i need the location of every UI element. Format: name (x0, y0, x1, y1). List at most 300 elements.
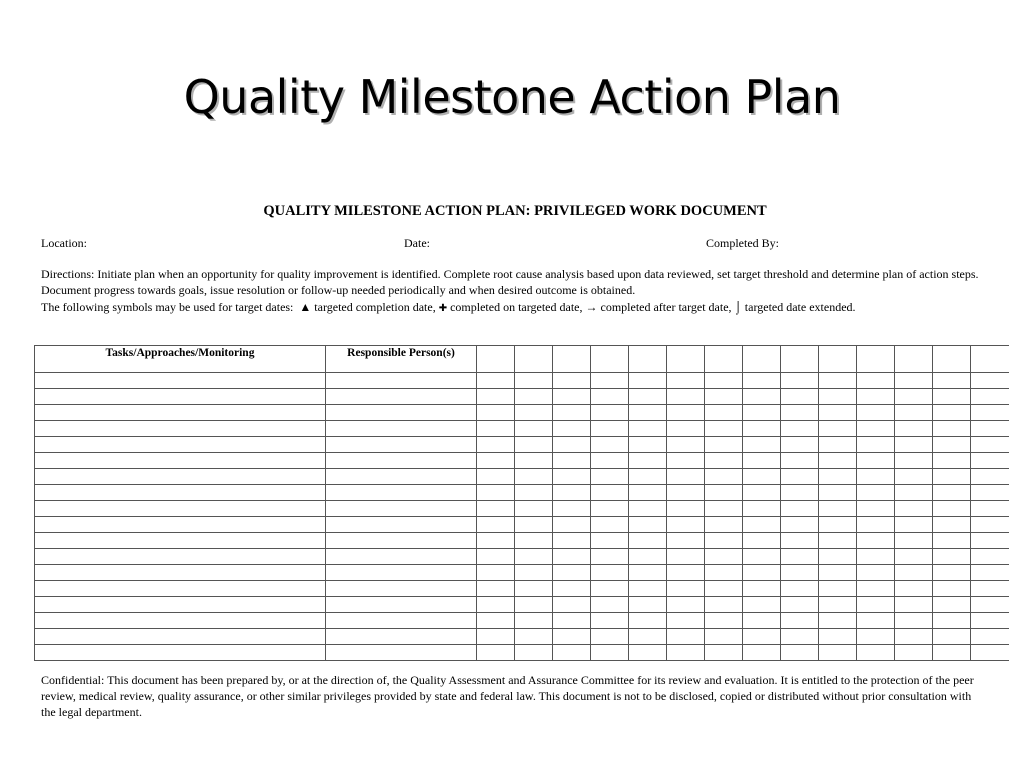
table-row (35, 597, 1009, 613)
date-cell[interactable] (971, 549, 1009, 565)
date-cell[interactable] (819, 629, 857, 645)
date-cell[interactable] (553, 645, 591, 661)
date-cell[interactable] (895, 501, 933, 517)
date-cell[interactable] (933, 485, 971, 501)
date-cell[interactable] (629, 549, 667, 565)
date-cell[interactable] (629, 389, 667, 405)
date-cell[interactable] (933, 645, 971, 661)
date-cell[interactable] (895, 613, 933, 629)
date-cell[interactable] (667, 565, 705, 581)
date-cell[interactable] (743, 645, 781, 661)
date-cell[interactable] (515, 597, 553, 613)
date-cell[interactable] (477, 453, 515, 469)
date-cell[interactable] (819, 549, 857, 565)
date-cell[interactable] (857, 421, 895, 437)
task-cell[interactable] (35, 565, 326, 581)
date-cell[interactable] (743, 373, 781, 389)
date-cell[interactable] (667, 533, 705, 549)
date-cell[interactable] (591, 405, 629, 421)
date-cell[interactable] (933, 517, 971, 533)
date-cell[interactable] (971, 533, 1009, 549)
responsible-cell[interactable] (326, 533, 477, 549)
date-cell[interactable] (515, 485, 553, 501)
date-cell[interactable] (781, 645, 819, 661)
task-cell[interactable] (35, 469, 326, 485)
date-cell[interactable] (515, 421, 553, 437)
date-cell[interactable] (477, 469, 515, 485)
date-cell[interactable] (933, 437, 971, 453)
date-cell[interactable] (857, 373, 895, 389)
date-cell[interactable] (477, 565, 515, 581)
date-cell[interactable] (857, 485, 895, 501)
date-cell[interactable] (933, 533, 971, 549)
date-cell[interactable] (591, 597, 629, 613)
date-cell[interactable] (591, 581, 629, 597)
date-cell[interactable] (857, 549, 895, 565)
date-cell[interactable] (819, 469, 857, 485)
date-cell[interactable] (819, 517, 857, 533)
task-cell[interactable] (35, 645, 326, 661)
date-cell[interactable] (553, 533, 591, 549)
extend-text: targeted date extended. (744, 300, 856, 314)
table-row (35, 549, 1009, 565)
task-cell[interactable] (35, 453, 326, 469)
date-cell[interactable] (705, 469, 743, 485)
date-cell[interactable] (743, 597, 781, 613)
date-cell[interactable] (629, 629, 667, 645)
date-cell[interactable] (591, 501, 629, 517)
date-cell[interactable] (591, 469, 629, 485)
date-cell[interactable] (857, 437, 895, 453)
date-cell[interactable] (895, 389, 933, 405)
date-cell[interactable] (629, 469, 667, 485)
date-cell[interactable] (895, 533, 933, 549)
date-cell[interactable] (591, 485, 629, 501)
date-cell[interactable] (781, 549, 819, 565)
date-cell[interactable] (515, 453, 553, 469)
task-cell[interactable] (35, 501, 326, 517)
date-cell[interactable] (553, 629, 591, 645)
date-cell[interactable] (477, 645, 515, 661)
date-cell[interactable] (857, 597, 895, 613)
date-cell[interactable] (819, 597, 857, 613)
date-cell[interactable] (553, 581, 591, 597)
location-label: Location: (41, 236, 87, 250)
date-cell[interactable] (781, 437, 819, 453)
responsible-cell[interactable] (326, 549, 477, 565)
date-cell[interactable] (705, 373, 743, 389)
date-cell[interactable] (705, 613, 743, 629)
date-cell[interactable] (515, 405, 553, 421)
date-cell[interactable] (819, 645, 857, 661)
date-cell[interactable] (895, 517, 933, 533)
date-cell[interactable] (705, 597, 743, 613)
date-cell[interactable] (971, 485, 1009, 501)
date-cell[interactable] (667, 373, 705, 389)
date-cell[interactable] (705, 517, 743, 533)
date-cell[interactable] (819, 373, 857, 389)
date-cell[interactable] (515, 389, 553, 405)
date-cell[interactable] (933, 581, 971, 597)
date-cell[interactable] (933, 629, 971, 645)
task-cell[interactable] (35, 517, 326, 533)
date-cell[interactable] (705, 549, 743, 565)
date-cell[interactable] (477, 629, 515, 645)
date-cell[interactable] (705, 501, 743, 517)
date-cell[interactable] (705, 437, 743, 453)
date-cell[interactable] (667, 421, 705, 437)
date-cell[interactable] (819, 581, 857, 597)
date-cell[interactable] (895, 565, 933, 581)
date-cell[interactable] (591, 533, 629, 549)
date-cell[interactable] (781, 421, 819, 437)
date-cell[interactable] (743, 629, 781, 645)
task-cell[interactable] (35, 421, 326, 437)
date-cell[interactable] (933, 565, 971, 581)
date-cell[interactable] (553, 453, 591, 469)
date-cell[interactable] (667, 581, 705, 597)
date-cell[interactable] (895, 453, 933, 469)
date-cell[interactable] (477, 613, 515, 629)
date-cell[interactable] (477, 517, 515, 533)
date-cell[interactable] (971, 517, 1009, 533)
responsible-cell[interactable] (326, 501, 477, 517)
date-cell[interactable] (743, 501, 781, 517)
date-cell[interactable] (629, 565, 667, 581)
task-cell[interactable] (35, 597, 326, 613)
date-cell[interactable] (819, 405, 857, 421)
date-cell[interactable] (743, 469, 781, 485)
date-cell[interactable] (477, 389, 515, 405)
responsible-cell[interactable] (326, 469, 477, 485)
date-cell[interactable] (895, 437, 933, 453)
date-cell[interactable] (895, 645, 933, 661)
responsible-cell[interactable] (326, 389, 477, 405)
responsible-cell[interactable] (326, 453, 477, 469)
date-cell[interactable] (819, 565, 857, 581)
task-cell[interactable] (35, 613, 326, 629)
date-cell[interactable] (515, 613, 553, 629)
date-cell[interactable] (667, 405, 705, 421)
responsible-cell[interactable] (326, 405, 477, 421)
date-cell[interactable] (971, 405, 1009, 421)
date-cell[interactable] (781, 389, 819, 405)
date-cell[interactable] (895, 629, 933, 645)
triangle-text: targeted completion date, (314, 300, 436, 314)
date-cell[interactable] (819, 613, 857, 629)
date-cell[interactable] (667, 453, 705, 469)
date-cell[interactable] (591, 437, 629, 453)
date-cell[interactable] (895, 581, 933, 597)
date-cell[interactable] (781, 501, 819, 517)
date-cell[interactable] (629, 581, 667, 597)
date-cell[interactable] (553, 405, 591, 421)
date-cell[interactable] (857, 533, 895, 549)
date-cell[interactable] (971, 629, 1009, 645)
date-cell[interactable] (667, 597, 705, 613)
date-cell[interactable] (743, 389, 781, 405)
date-cell[interactable] (667, 517, 705, 533)
date-cell[interactable] (705, 453, 743, 469)
date-cell[interactable] (781, 485, 819, 501)
date-cell[interactable] (515, 469, 553, 485)
date-cell[interactable] (743, 581, 781, 597)
date-cell[interactable] (705, 629, 743, 645)
date-cell[interactable] (515, 533, 553, 549)
date-cell[interactable] (591, 389, 629, 405)
date-cell[interactable] (781, 373, 819, 389)
date-cell[interactable] (553, 597, 591, 613)
date-cell[interactable] (933, 453, 971, 469)
date-cell[interactable] (743, 437, 781, 453)
date-cell[interactable] (667, 501, 705, 517)
date-cell[interactable] (971, 565, 1009, 581)
date-cell[interactable] (553, 613, 591, 629)
date-cell[interactable] (667, 485, 705, 501)
date-cell[interactable] (781, 597, 819, 613)
date-cell[interactable] (477, 437, 515, 453)
date-cell[interactable] (857, 581, 895, 597)
date-cell[interactable] (743, 533, 781, 549)
date-cell[interactable] (553, 389, 591, 405)
date-cell[interactable] (667, 469, 705, 485)
date-cell[interactable] (667, 549, 705, 565)
date-cell[interactable] (629, 453, 667, 469)
task-cell[interactable] (35, 581, 326, 597)
confidential-notice: Confidential: This document has been prepared by, or at the direction of, the Quality Assessment and Assurance Committee for its review and evaluation. It is entitled to the protection of the peer review, medical review, quality assurance, or other similar privileges provided by state and federal law. This document is not to be disclosed, copied or distributed without prior consultation with the legal department. (41, 673, 974, 719)
date-cell[interactable] (705, 405, 743, 421)
date-cell[interactable] (971, 373, 1009, 389)
date-cell[interactable] (781, 517, 819, 533)
date-cell[interactable] (895, 421, 933, 437)
date-cell[interactable] (971, 645, 1009, 661)
date-cell[interactable] (933, 613, 971, 629)
date-cell[interactable] (743, 421, 781, 437)
date-cell[interactable] (515, 373, 553, 389)
date-cell[interactable] (477, 421, 515, 437)
date-cell[interactable] (553, 517, 591, 533)
task-cell[interactable] (35, 533, 326, 549)
date-cell[interactable] (667, 389, 705, 405)
date-cell[interactable] (477, 597, 515, 613)
date-cell[interactable] (857, 629, 895, 645)
date-cell[interactable] (629, 517, 667, 533)
responsible-cell[interactable] (326, 517, 477, 533)
date-cell[interactable] (971, 469, 1009, 485)
date-cell[interactable] (781, 629, 819, 645)
date-cell[interactable] (477, 549, 515, 565)
date-cell[interactable] (743, 517, 781, 533)
date-cell[interactable] (477, 533, 515, 549)
date-cell[interactable] (667, 629, 705, 645)
date-cell[interactable] (857, 565, 895, 581)
date-cell[interactable] (629, 613, 667, 629)
date-cell[interactable] (553, 549, 591, 565)
date-cell[interactable] (591, 421, 629, 437)
responsible-cell[interactable] (326, 437, 477, 453)
date-cell[interactable] (819, 453, 857, 469)
date-cell[interactable] (857, 469, 895, 485)
date-cell[interactable] (629, 501, 667, 517)
date-cell[interactable] (933, 549, 971, 565)
date-cell[interactable] (629, 373, 667, 389)
date-cell[interactable] (857, 501, 895, 517)
date-cell[interactable] (971, 613, 1009, 629)
date-cell[interactable] (971, 389, 1009, 405)
date-cell[interactable] (971, 581, 1009, 597)
date-cell[interactable] (515, 517, 553, 533)
date-cell[interactable] (553, 565, 591, 581)
responsible-cell[interactable] (326, 613, 477, 629)
date-cell[interactable] (933, 597, 971, 613)
date-cell[interactable] (819, 501, 857, 517)
date-cell[interactable] (781, 453, 819, 469)
responsible-cell[interactable] (326, 373, 477, 389)
task-cell[interactable] (35, 629, 326, 645)
date-cell[interactable] (971, 421, 1009, 437)
date-cell[interactable] (553, 421, 591, 437)
date-cell[interactable] (933, 501, 971, 517)
date-cell[interactable] (591, 517, 629, 533)
date-cell[interactable] (629, 437, 667, 453)
date-cell[interactable] (477, 405, 515, 421)
date-cell[interactable] (743, 549, 781, 565)
task-cell[interactable] (35, 437, 326, 453)
date-cell[interactable] (629, 597, 667, 613)
task-cell[interactable] (35, 405, 326, 421)
date-cell[interactable] (857, 613, 895, 629)
date-cell[interactable] (591, 645, 629, 661)
date-cell[interactable] (553, 485, 591, 501)
date-cell[interactable] (895, 373, 933, 389)
date-cell[interactable] (933, 373, 971, 389)
date-cell[interactable] (591, 613, 629, 629)
date-cell[interactable] (591, 373, 629, 389)
date-cell[interactable] (781, 565, 819, 581)
date-cell[interactable] (743, 453, 781, 469)
date-cell[interactable] (553, 469, 591, 485)
date-cell[interactable] (629, 421, 667, 437)
task-cell[interactable] (35, 389, 326, 405)
date-cell[interactable] (667, 437, 705, 453)
date-cell[interactable] (743, 485, 781, 501)
date-cell[interactable] (705, 565, 743, 581)
date-cell[interactable] (781, 533, 819, 549)
date-cell[interactable] (933, 389, 971, 405)
date-cell[interactable] (515, 629, 553, 645)
date-cell[interactable] (477, 581, 515, 597)
date-cell[interactable] (857, 389, 895, 405)
date-cell[interactable] (819, 421, 857, 437)
date-cell[interactable] (819, 485, 857, 501)
date-cell[interactable] (629, 485, 667, 501)
task-cell[interactable] (35, 373, 326, 389)
date-cell[interactable] (591, 549, 629, 565)
date-column-header (857, 346, 895, 373)
task-cell[interactable] (35, 485, 326, 501)
date-cell[interactable] (667, 645, 705, 661)
date-cell[interactable] (591, 565, 629, 581)
date-cell[interactable] (629, 405, 667, 421)
date-cell[interactable] (515, 501, 553, 517)
date-cell[interactable] (819, 389, 857, 405)
date-cell[interactable] (743, 613, 781, 629)
responsible-cell[interactable] (326, 629, 477, 645)
date-cell[interactable] (477, 485, 515, 501)
date-cell[interactable] (553, 373, 591, 389)
responsible-cell[interactable] (326, 421, 477, 437)
date-cell[interactable] (895, 469, 933, 485)
date-cell[interactable] (591, 453, 629, 469)
date-cell[interactable] (515, 437, 553, 453)
responsible-cell[interactable] (326, 581, 477, 597)
date-cell[interactable] (591, 629, 629, 645)
date-cell[interactable] (895, 405, 933, 421)
date-cell[interactable] (705, 389, 743, 405)
responsible-cell[interactable] (326, 565, 477, 581)
table-row (35, 501, 1009, 517)
date-cell[interactable] (515, 581, 553, 597)
date-cell[interactable] (477, 373, 515, 389)
responsible-cell[interactable] (326, 645, 477, 661)
date-cell[interactable] (971, 501, 1009, 517)
responsible-cell[interactable] (326, 485, 477, 501)
date-cell[interactable] (857, 405, 895, 421)
date-cell[interactable] (743, 565, 781, 581)
date-cell[interactable] (629, 533, 667, 549)
date-cell[interactable] (857, 453, 895, 469)
date-cell[interactable] (819, 437, 857, 453)
date-cell[interactable] (971, 453, 1009, 469)
date-cell[interactable] (705, 421, 743, 437)
date-cell[interactable] (857, 517, 895, 533)
plus-text: completed on targeted date, (450, 300, 583, 314)
date-cell[interactable] (819, 533, 857, 549)
date-column-header (895, 346, 933, 373)
date-cell[interactable] (781, 469, 819, 485)
date-cell[interactable] (515, 565, 553, 581)
date-cell[interactable] (553, 437, 591, 453)
date-cell[interactable] (553, 501, 591, 517)
date-cell[interactable] (933, 469, 971, 485)
date-cell[interactable] (515, 549, 553, 565)
date-cell[interactable] (477, 501, 515, 517)
date-cell[interactable] (857, 645, 895, 661)
date-cell[interactable] (933, 405, 971, 421)
date-cell[interactable] (895, 597, 933, 613)
date-cell[interactable] (705, 485, 743, 501)
table-row (35, 581, 1009, 597)
date-cell[interactable] (781, 581, 819, 597)
date-cell[interactable] (743, 405, 781, 421)
date-cell[interactable] (971, 597, 1009, 613)
completed-by-label: Completed By: (706, 236, 779, 250)
date-cell[interactable] (629, 645, 667, 661)
date-cell[interactable] (705, 533, 743, 549)
date-cell[interactable] (933, 421, 971, 437)
date-cell[interactable] (515, 645, 553, 661)
date-cell[interactable] (667, 613, 705, 629)
date-cell[interactable] (705, 581, 743, 597)
responsible-cell[interactable] (326, 597, 477, 613)
date-cell[interactable] (895, 485, 933, 501)
date-cell[interactable] (705, 645, 743, 661)
date-cell[interactable] (781, 405, 819, 421)
date-cell[interactable] (971, 437, 1009, 453)
date-cell[interactable] (895, 549, 933, 565)
date-cell[interactable] (781, 613, 819, 629)
task-cell[interactable] (35, 549, 326, 565)
